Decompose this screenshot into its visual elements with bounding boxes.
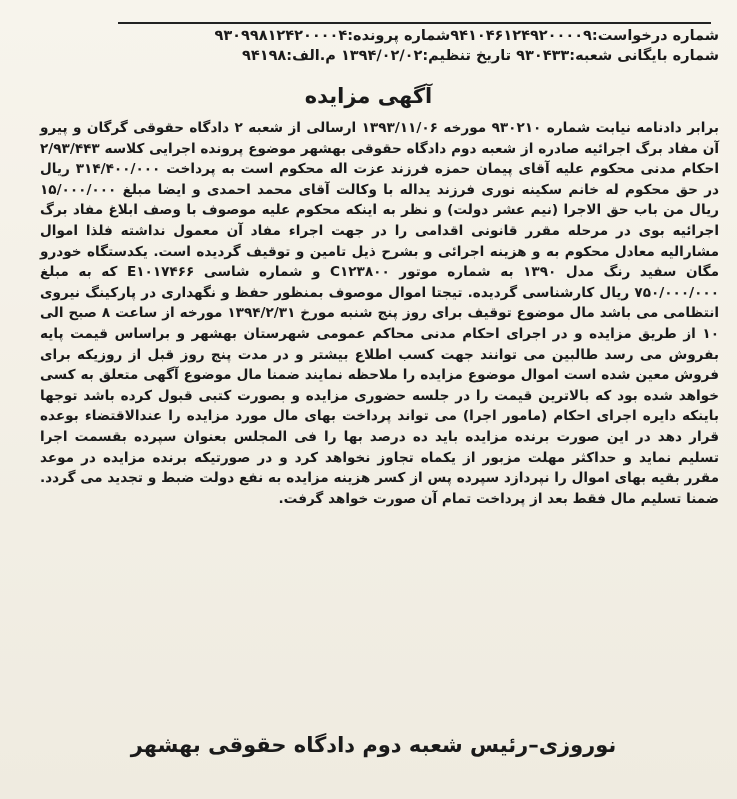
notice-body: برابر دادنامه نیابت شماره ۹۳۰۲۱۰ مورخه ۱۳۹۳/۱۱/۰۶ ارسالی از شعبه ۲ دادگاه حقوقی گرگان و پیرو آن مفاد برگ اجرائیه صادره از شعبه دوم دادگاه حقوقی بهشهر موضوع پرونده اجرایی کلاسه ۲/۹۳/۴۴۳ احکام مدنی محکوم علیه آقای پیمان حمزه فرزند عزت اله محکوم است به پرداخت ۳۱۴/۴۰۰/۰۰۰ ریال در حق محکوم له خانم سکینه نوری فرزند یداله با وکالت آقای محمد احمدی و ایضا مبلغ ۱۵/۰۰۰/۰۰۰ ریال من باب حق الاجرا (نیم عشر دولت) و نظر به اینکه محکوم علیه موصوف با وصف ابلاغ مفاد برگ اجرائیه بوی در مرحله مقرر قانونی اقدامی را در جهت اجراء مفاد آن معمول نداشته فلذا اموال مشارالیه معادل محکوم به و هزینه اجرائی و بشرح ذیل تامین و توقیف گردیده است. یکدستگاه خودرو مگان سفید رنگ مدل ۱۳۹۰ به شماره موتور C۱۲۳۸۰۰ و شماره شاسی E۱۰۱۷۴۶۶ که به مبلغ ۷۵۰/۰۰۰/۰۰۰ ریال کارشناسی گردیده. تیجتا اموال موصوف بمنظور حفظ و نگهداری در پارکینگ نیروی انتظامی می باشد مال موضوع توقیف برای روز پنج شنبه مورخ ۱۳۹۴/۲/۳۱ مورخه از ساعت ۸ صبح الی ۱۰ از طریق مزایده و در اجرای احکام مدنی محاکم عمومی شهرستان بهشهر و براساس قیمت پایه بفروش می رسد طالبین می توانند جهت کسب اطلاع بیشتر و در مدت پنج روز قبل از روزیکه برای فروش معین شده است اموال موضوع مزایده را ملاحظه نمایند ضمنا مال موضوع آگهی متعلق به کسی خواهد شده بود که بالاترین قیمت را در جلسه حضوری مزایده و بصورت کتبی قبول کرده باشد توجها باینکه دایره اجرای احکام (مامور اجرا) می تواند پرداخت بهای مال مورد مزایده را عندالاقتضاء بوعده قرار دهد در این صورت برنده مزایده باید ده درصد بها را فی المجلس بعنوان سپرده بقسمت اجرا تسلیم نماید و حداکثر مهلت مزبور از یکماه تجاوز نخواهد کرد و در صورتیکه برنده مزایده در موعد مقرر بقیه بهای اموال را نپردازد سپرده پس از کسر هزینه مزایده به نفع دولت ضبط و تجدید می گردد. ضمنا تسلیم مال فقط بعد از پرداخت تمام آن صورت خواهد گرفت. (40, 120, 720, 507)
case-header (100, 26, 719, 66)
request-and-case-number: شماره درخواست:۹۴۱۰۴۶۱۲۴۹۲۰۰۰۰۹شماره پرونده:۹۳۰۹۹۸۱۲۴۲۰۰۰۰۴ (214, 28, 719, 44)
notice-title: آگهی مزایده (304, 84, 433, 108)
archive-date-reference: شماره بایگانی شعبه:۹۳۰۴۳۳ تاریخ تنظیم:۱۳۹۴/۰۲/۰۲ م.الف:۹۴۱۹۸ (242, 48, 719, 64)
signature-line: نوروزی–رئیس شعبه دوم دادگاه حقوقی بهشهر (130, 733, 617, 757)
top-divider (118, 22, 711, 24)
